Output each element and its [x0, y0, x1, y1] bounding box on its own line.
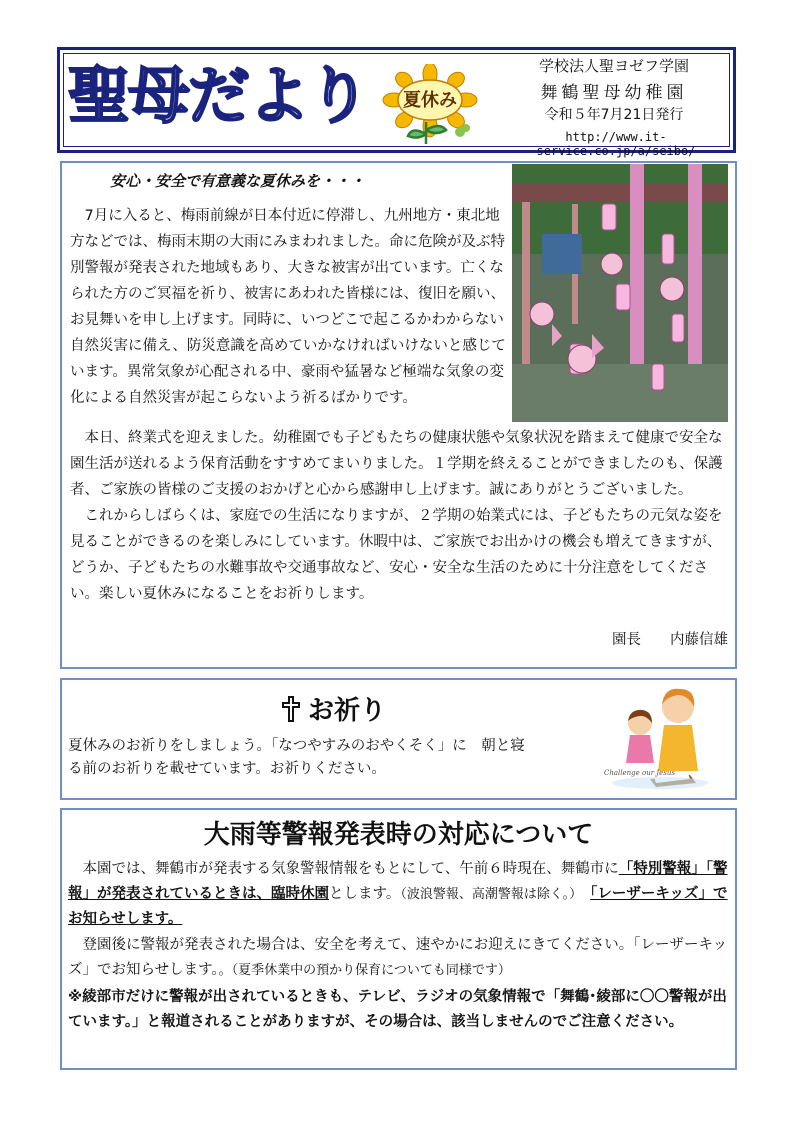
- warning-closure-suffix: とします。: [329, 886, 401, 902]
- website-link[interactable]: http://www.it-service.co.jp/a/seibo/: [536, 130, 696, 158]
- newsletter-title: 聖母だより: [68, 59, 369, 132]
- school-corporation: 学校法人聖ヨゼフ学園: [538, 57, 689, 75]
- after-arrival-paragraph: [68, 933, 732, 983]
- warning-policy-paragraph: [68, 857, 732, 932]
- prayer-title: お祈り: [308, 696, 387, 726]
- weather-warning-heading: 大雨等警報発表時の対応について: [203, 820, 594, 850]
- issue-date: 令和５年7月21日発行: [544, 107, 684, 123]
- prayer-heading: [282, 690, 386, 727]
- warning-exclusion-note: （波浪警報、高潮警報は除く。）: [400, 887, 576, 902]
- warning-closure-rule: 「特別警報」「警報」が発表されているときは、臨時休園: [68, 861, 728, 902]
- greeting-paragraph-1: 7月に入ると、梅雨前線が日本付近に停滞し、九州地方・東北地方などでは、梅雨末期の大雨にみまわれました。命に危険が及ぶ特別警報が発表された地域もあり、大きな被害が出ています。亡くなられた方のご冥福を祈り、被害にあわれた皆様には、復旧を願い、お見舞いを申し上げます。同時に、いつどこで起こるかわからない自然災害に備え、防災意識を高めていかなければいけないと感じています。異常気象が心配される中、豪雨や猛暑など極端な気象の変化による自然災害が起こらないよう祈るばかりです。: [70, 208, 506, 406]
- illustration-caption: Challenge our Jesus: [604, 769, 675, 777]
- after-arrival-note: 。（夏季休業中の預かり保育についても同様です）: [218, 963, 511, 978]
- summer-badge-text: 夏休み: [403, 90, 457, 111]
- prayer-text: 夏休みのお祈りをしましょう。「なつやすみのおやくそく」に 朝と寝る前のお祈りを載せています。お祈りください。: [68, 738, 525, 777]
- greeting-paragraph-3: これからしばらくは、家庭での生活になりますが、２学期の始業式には、子どもたちの元気な姿を見ることができるのを楽しみにしています。休暇中は、ご家族でお出かけの機会も増えてきますが、どうか、子どもたちの水難事故や交通事故など、安心・安全な生活のために十分注意をしてください。楽しい夏休みになることをお祈りします。: [70, 508, 723, 602]
- greeting-heading: 安心・安全で有意義な夏休みを・・・: [110, 172, 366, 190]
- newsletter-header: [57, 47, 736, 158]
- greeting-paragraphs-rest: [70, 425, 728, 607]
- tanabata-decoration-photo: [512, 164, 728, 422]
- after-arrival-text: 登園後に警報が発表された場合は、安全を考えて、速やかにお迎えにきてください。「レーザーキッズ」でお知らせします。: [68, 937, 728, 978]
- ayabe-warning-note: ※綾部市だけに警報が出されているときも、テレビ、ラジオの気象情報で「舞鶴･綾部に〇〇警報が出ています。」と報道されることがありますが、その場合は、該当しませんのでご注意ください。: [68, 989, 727, 1030]
- laser-kids-notice: 「レーザーキッズ」でお知らせします。: [68, 886, 728, 927]
- principal-signature: 園長 内藤信雄: [612, 632, 728, 648]
- cross-icon: [282, 696, 300, 722]
- school-name: 舞鶴聖母幼稚園: [540, 83, 688, 103]
- praying-children-illustration: [600, 683, 730, 795]
- greeting-paragraph-2: 本日、終業式を迎えました。幼稚園でも子どもたちの健康状態や気象状況を踏まえて健康で安全な園生活が送れるよう保育活動をすすめてまいりました。１学期を終えることができましたのも、保護者、ご家族の皆様のご支援のおかげと心から感謝申し上げます。誠にありがとうございました。: [70, 430, 723, 498]
- warning-policy-intro: 本園では、舞鶴市が発表する気象警報情報をもとにして、午前６時現在、舞鶴市に: [82, 861, 619, 877]
